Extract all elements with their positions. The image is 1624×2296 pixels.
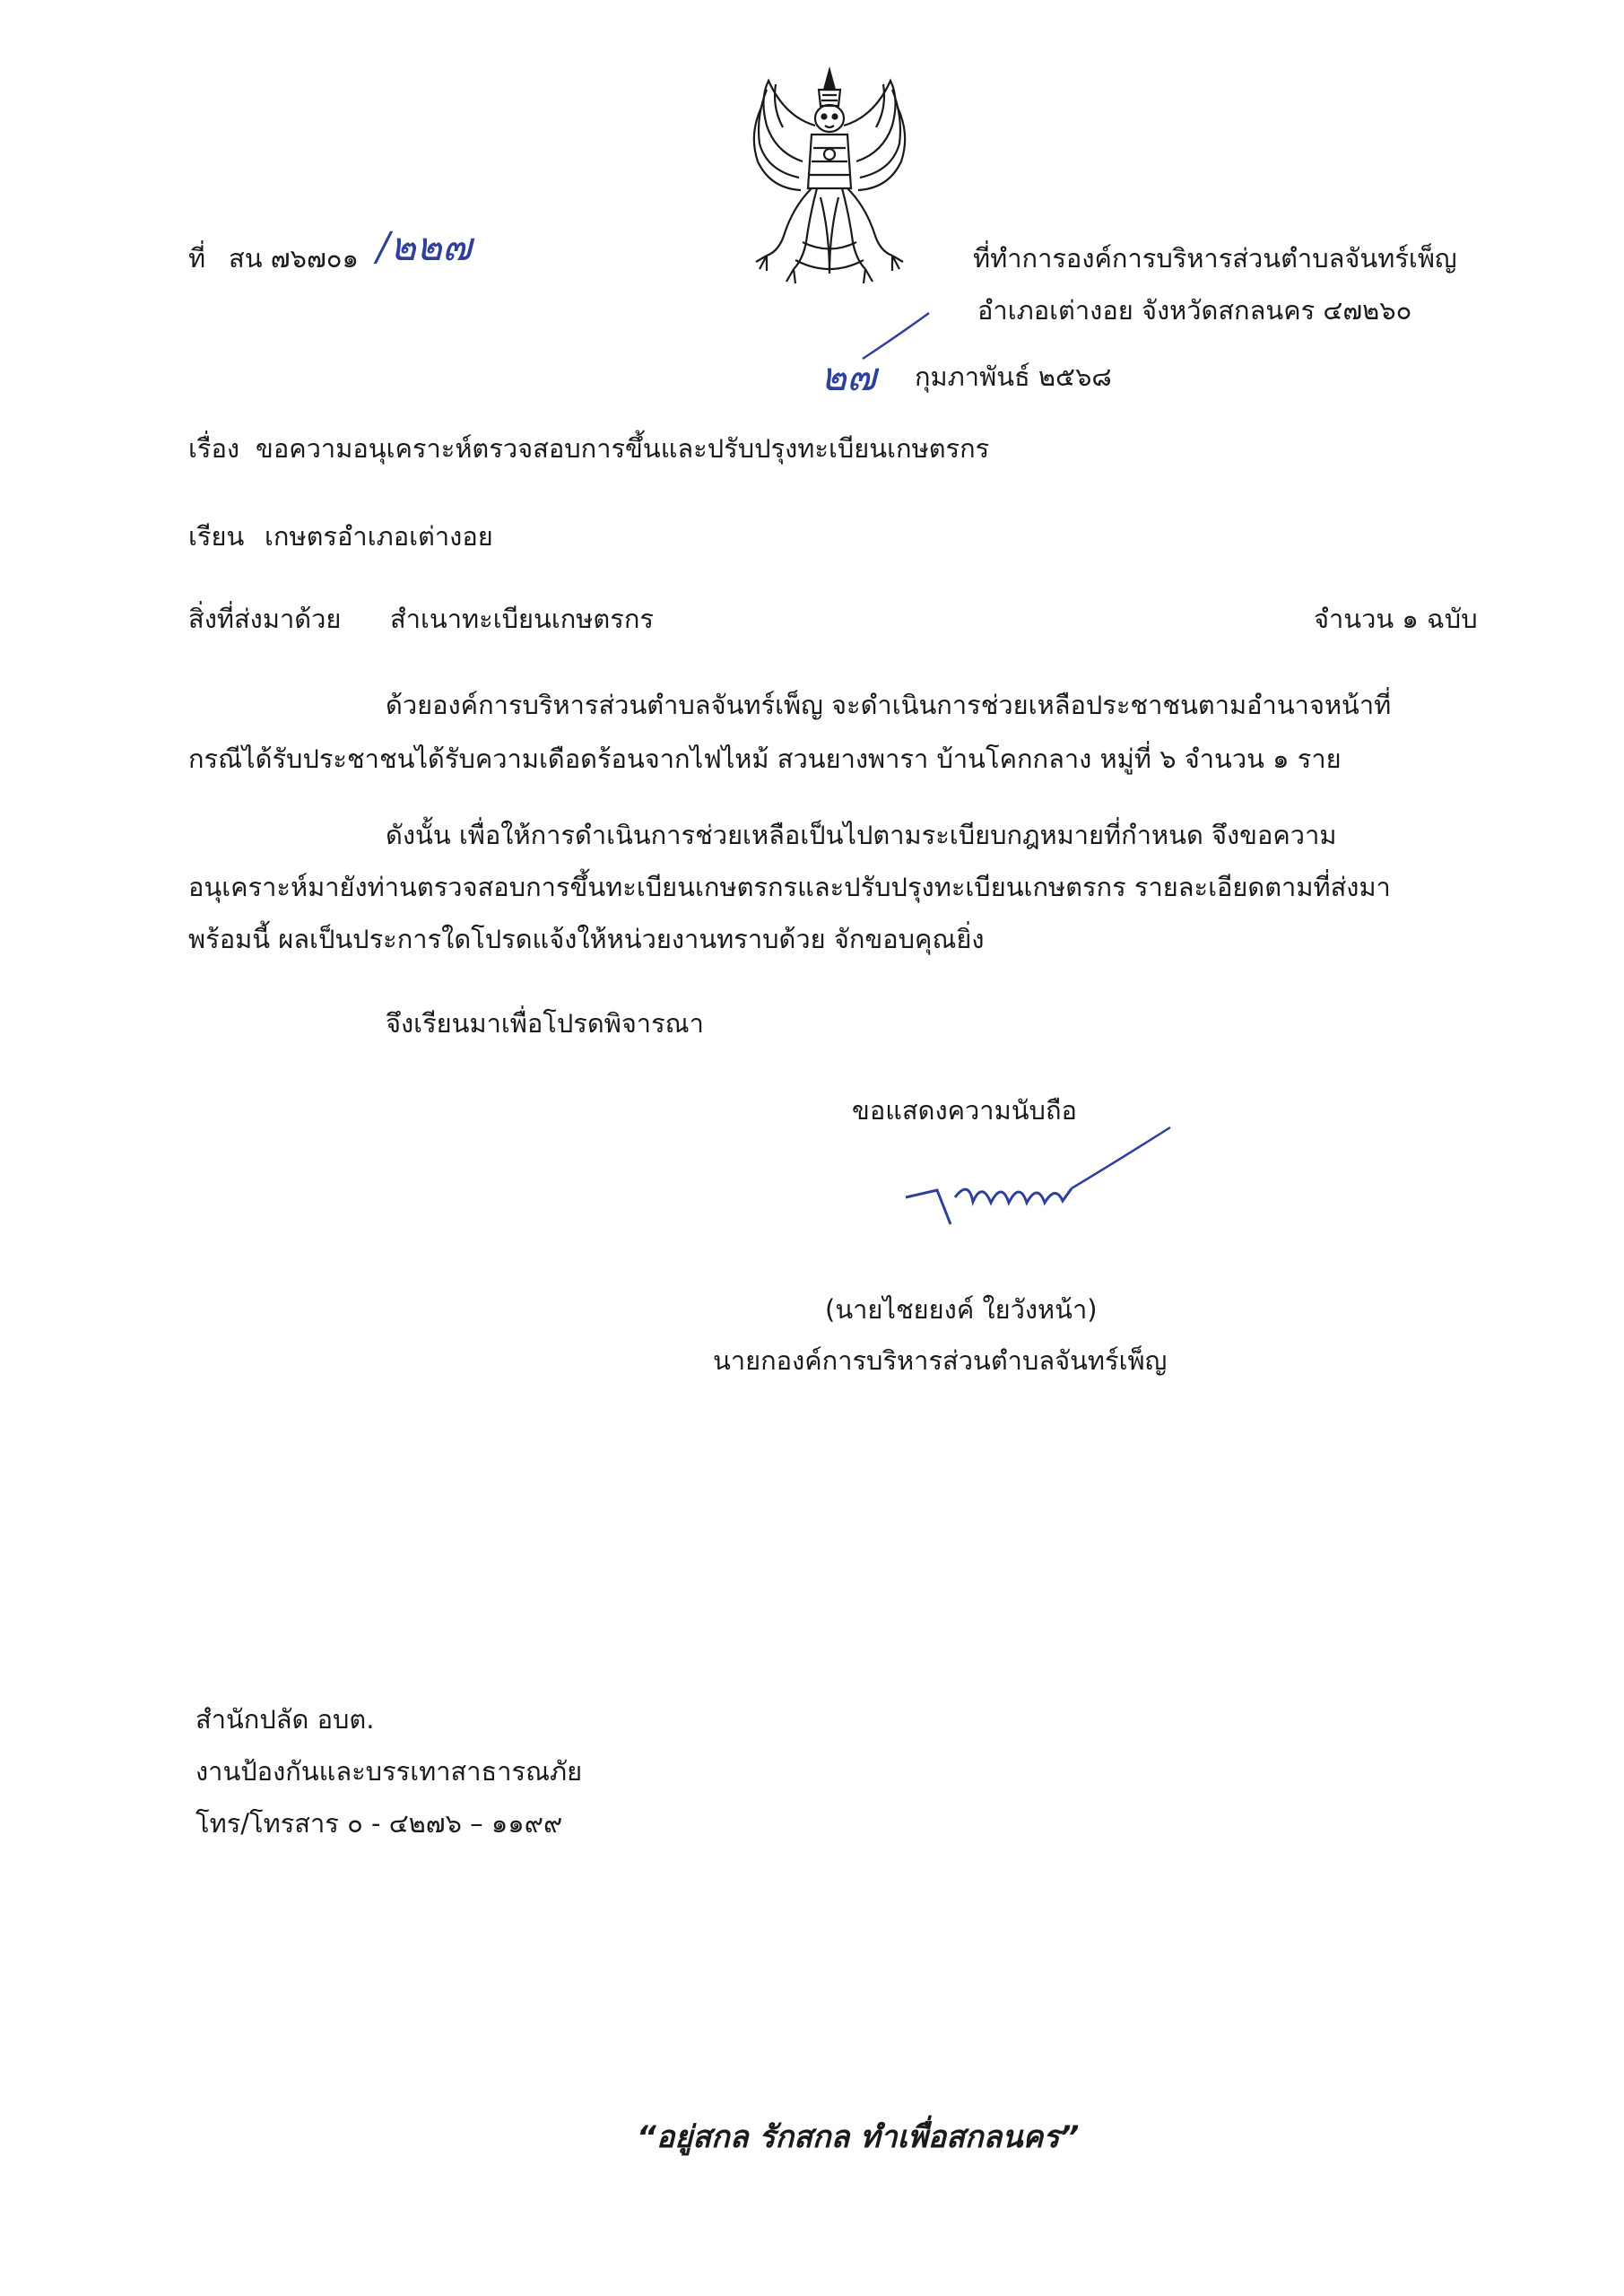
body-paragraph-2-line-1: ดังนั้น เพื่อให้การดำเนินการช่วยเหลือเป็นไปตามระเบียบกฎหมายที่กำหนด จึงขอความ <box>386 820 1337 850</box>
signatory-position: นายกองค์การบริหารส่วนตำบลจันทร์เพ็ญ <box>713 1345 1168 1376</box>
enclosure-quantity: จำนวน ๑ ฉบับ <box>1314 604 1478 634</box>
body-paragraph-1-line-2: กรณีได้รับประชาชนได้รับความเดือดร้อนจากไฟไหม้ สวนยางพารา บ้านโคกกลาง หมู่ที่ ๖ จำนวน ๑ ราย <box>188 744 1342 774</box>
reference-handwritten-number: /๒๒๗ <box>377 224 472 270</box>
footer-department: สำนักปลัด อบต. <box>195 1704 375 1735</box>
handwritten-signature <box>901 1126 1179 1233</box>
footer-phone: โทร/โทรสาร ๐ - ๔๒๗๖ – ๑๑๙๙ <box>195 1808 563 1839</box>
footer-slogan: “อยู่สกล รักสกล ทำเพื่อสกลนคร” <box>637 2119 1080 2155</box>
date-text: กุมภาพันธ์ ๒๕๖๘ <box>915 361 1112 392</box>
enclosure-text: สำเนาทะเบียนเกษตรกร <box>390 604 654 634</box>
closing-salutation: ขอแสดงความนับถือ <box>852 1095 1077 1126</box>
reference-label: ที่ <box>188 243 206 274</box>
recipient-text: เกษตรอำเภอเต่างอย <box>265 521 493 552</box>
recipient-label: เรียน <box>188 521 245 552</box>
signatory-name: (นายไชยยงค์ ใยวังหน้า) <box>825 1294 1098 1325</box>
footer-section: งานป้องกันและบรรเทาสาธารณภัย <box>195 1756 583 1787</box>
body-paragraph-2-line-2: อนุเคราะห์มายังท่านตรวจสอบการขึ้นทะเบียนเกษตรกรและปรับปรุงทะเบียนเกษตรกร รายละเอียดตามที่ส่งมา <box>188 872 1391 902</box>
reference-number: สน ๗๖๗๐๑ <box>229 243 359 274</box>
body-paragraph-1-line-1: ด้วยองค์การบริหารส่วนตำบลจันทร์เพ็ญ จะดำเนินการช่วยเหลือประชาชนตามอำนาจหน้าที่ <box>386 690 1392 720</box>
closing-request: จึงเรียนมาเพื่อโปรดพิจารณา <box>386 1008 704 1039</box>
garuda-emblem <box>740 63 919 305</box>
enclosure-label: สิ่งที่ส่งมาด้วย <box>188 604 342 634</box>
office-address: อำเภอเต่างอย จังหวัดสกลนคร ๔๗๒๖๐ <box>977 295 1412 326</box>
subject-text: ขอความอนุเคราะห์ตรวจสอบการขึ้นและปรับปรุงทะเบียนเกษตรกร <box>256 433 990 464</box>
subject-label: เรื่อง <box>188 433 240 464</box>
office-name: ที่ทำการองค์การบริหารส่วนตำบลจันทร์เพ็ญ <box>973 243 1457 274</box>
date-pen-stroke <box>861 309 933 363</box>
body-paragraph-2-line-3: พร้อมนี้ ผลเป็นประการใดโปรดแจ้งให้หน่วยงานทราบด้วย จักขอบคุณยิ่ง <box>188 924 985 954</box>
date-handwritten-day: ๒๗ <box>821 354 877 400</box>
